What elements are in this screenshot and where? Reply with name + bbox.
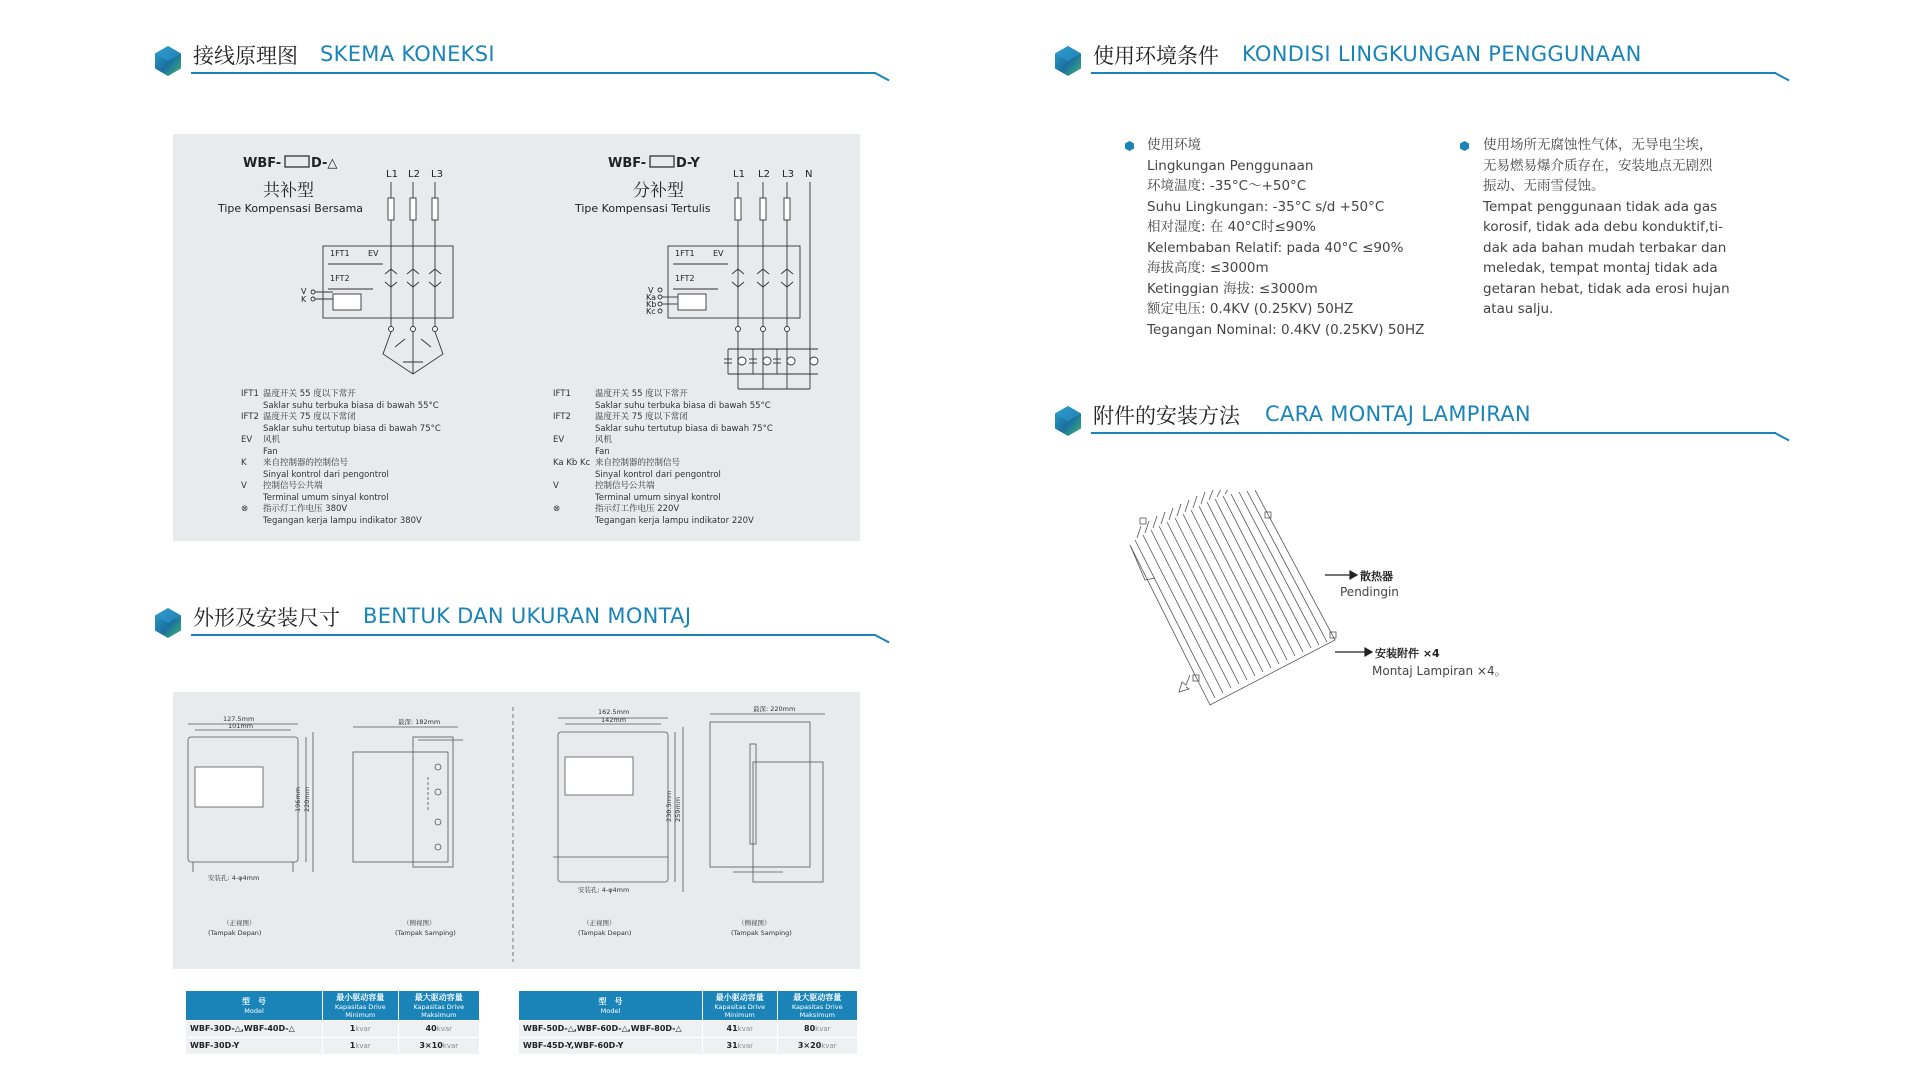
phase-label: L1 [733, 169, 745, 180]
env-col-2: 使用场所无腐蚀性气体，无导电尘埃， 无易燃易爆介质存在，安装地点无剧烈 振动、无雨雪侵蚀。 Tempat penggunaan tidak ada gas korosif, tidak ada debu konduktif,ti- dak ada bahan mudah terbakar dan meledak, tempat montaj tidak ada getaran hebat, tidak ada erosi hujan atau salju. [1483, 137, 1730, 317]
hexagon-icon [155, 608, 181, 638]
accessory-label-cn: 安装附件 ×4 [1375, 647, 1440, 660]
section-header-mount [1055, 398, 1790, 438]
view-label: (Tampak Samping) [395, 929, 456, 937]
legend-left: IFT1 温度开关 55 度以下常开 Saklar suhu terbuka biasa di bawah 55°C IFT2 温度开关 75 度以下常闭 Saklar suhu tertutup biasa di bawah 75°C EV 风机 Fan K 来自控制器的控制信号 Sinyal kontrol dari pengontrol V 控制信号公共端 Terminal umum sinyal kontrol ⊗ 指示灯工作电压 380V Tegangan kerja lampu indikator 380V [241, 389, 441, 526]
heatsink-label-cn: 散热器 [1360, 570, 1393, 583]
dim-label: 142mm [601, 716, 627, 724]
dimension-drawings [173, 692, 860, 969]
dim-label: 最深: 220mm [753, 705, 796, 713]
signal-label: K [301, 295, 307, 304]
phase-label: L2 [758, 169, 770, 180]
model-right: WBF- [608, 156, 647, 171]
switch-label: 1FT1 [330, 249, 350, 258]
model-left: WBF- [243, 156, 282, 171]
view-label: （正视图） [223, 919, 256, 927]
phase-label: L3 [782, 169, 794, 180]
type-cn-left: 共补型 [263, 181, 314, 201]
table-row: WBF-50D-△,WBF-60D-△,WBF-80D-△ 41kvar 80kvar [519, 1021, 858, 1038]
divider [191, 634, 876, 636]
dim-label: 安装孔: 4-φ4mm [208, 874, 260, 882]
env-col-1: 使用环境 Lingkungan Penggunaan 环境温度: -35°C～+50°C Suhu Lingkungan: -35°C s/d +50°C 相对湿度: 在 40°C时≤90% Kelembaban Relatif: pada 40°C ≤90% 海拔高度: ≤3000m Ketinggian 海拔: ≤3000m 额定电压: 0.4KV (0.25KV) 50HZ Tegangan Nominal: 0.4KV (0.25KV) 50HZ [1147, 137, 1425, 338]
fan-label: EV [368, 249, 379, 258]
view-label: （正视图） [583, 919, 616, 927]
hexagon-icon [155, 46, 181, 76]
dim-label: 安装孔: 4-φ4mm [578, 886, 630, 894]
table-row: WBF-45D-Y,WBF-60D-Y 31kvar 3×20kvar [519, 1038, 858, 1055]
wiring-panel [173, 134, 860, 541]
type-cn-right: 分补型 [633, 181, 684, 201]
table-row: WBF-30D-△,WBF-40D-△ 1kvar 40kvar [186, 1021, 480, 1038]
hexagon-icon [1055, 46, 1081, 76]
section-title-id: BENTUK DAN UKURAN MONTAJ [363, 604, 692, 628]
phase-label: L1 [386, 169, 398, 180]
model-right-suffix: D-Y [676, 156, 700, 171]
dim-label: 最深: 182mm [398, 718, 441, 726]
heatsink-label-id: Pendingin [1340, 585, 1399, 599]
section-title-id: CARA MONTAJ LAMPIRAN [1265, 402, 1531, 426]
model-left-suffix: D-△ [311, 156, 338, 171]
phase-label: L2 [408, 169, 420, 180]
dim-label: 196mm [294, 786, 302, 812]
switch-label: 1FT1 [675, 249, 695, 258]
spec-table-right: 型 号 Model 最小驱动容量 Kapasitas Drive Minimum 最大驱动容量 Kapasitas Drive Maksimum WBF-50D-△,WBF-60D-△,WBF-80D-△ 41kvar 80kvar WBF-45D-Y,WBF-60D-Y 31kvar 3×20kvar [518, 990, 858, 1055]
view-label: (Tampak Depan) [578, 929, 632, 937]
signal-label: V [648, 286, 654, 295]
type-id-left: Tipe Kompensasi Bersama [218, 202, 364, 215]
dim-label: 101mm [228, 722, 254, 730]
phase-label: L3 [431, 169, 443, 180]
signal-label: V [301, 287, 307, 296]
spec-table-left: 型 号 Model 最小驱动容量 Kapasitas Drive Minimum 最大驱动容量 Kapasitas Drive Maksimum WBF-30D-△,WBF-40D-△ 1kvar 40kvar WBF-30D-Y 1kvar 3×10kvar [185, 990, 480, 1055]
view-label: (Tampak Depan) [208, 929, 262, 937]
section-title-cn: 接线原理图 [193, 44, 298, 68]
view-label: （侧视图） [403, 919, 436, 927]
divider-tail [1775, 432, 1790, 441]
divider [191, 72, 876, 74]
table-row: WBF-30D-Y 1kvar 3×10kvar [186, 1038, 480, 1055]
bullet-icon [1125, 141, 1134, 151]
section-title-id: SKEMA KONEKSI [320, 42, 495, 66]
phase-label: N [805, 169, 813, 180]
dimensions-panel [173, 692, 860, 969]
heatsink-illustration [1125, 490, 1545, 720]
section-header-shape [155, 600, 890, 640]
dim-label: 220mm [303, 786, 311, 812]
switch-label: 1FT2 [675, 274, 695, 283]
hexagon-icon [1055, 406, 1081, 436]
divider-tail [875, 72, 890, 81]
divider [1091, 432, 1776, 434]
divider-tail [1775, 72, 1790, 81]
section-header-wiring [155, 38, 890, 78]
dim-label: 162.5mm [598, 708, 630, 716]
legend-right: IFT1 温度开关 55 度以下常开 Saklar suhu terbuka biasa di bawah 55°C IFT2 温度开关 75 度以下常闭 Saklar suhu tertutup biasa di bawah 75°C EV 风机 Fan Ka Kb Kc 来自控制器的控制信号 Sinyal kontrol dari pengontrol V 控制信号公共端 Terminal umum sinyal kontrol ⊗ 指示灯工作电压 220V Tegangan kerja lampu indikator 220V [553, 389, 773, 526]
dim-label: 230.5mm [665, 790, 673, 822]
section-title-cn: 外形及安装尺寸 [193, 606, 340, 630]
switch-label: 1FT2 [330, 274, 350, 283]
view-label: （侧视图） [738, 919, 771, 927]
dim-label: 127.5mm [223, 715, 255, 723]
fan-label: EV [713, 249, 724, 258]
section-title-id: KONDISI LINGKUNGAN PENGGUNAAN [1242, 42, 1642, 66]
divider-tail [875, 634, 890, 643]
bullet-icon [1460, 141, 1469, 151]
signal-label: Kb [646, 300, 657, 309]
section-header-env [1055, 38, 1790, 78]
view-label: (Tampak Samping) [731, 929, 792, 937]
section-title-cn: 附件的安装方法 [1093, 404, 1240, 428]
divider [1091, 72, 1776, 74]
signal-label: Ka [646, 293, 657, 302]
type-id-right: Tipe Kompensasi Tertulis [575, 202, 711, 215]
signal-label: Kc [646, 307, 656, 316]
dim-label: 259mm [674, 796, 682, 822]
section-title-cn: 使用环境条件 [1093, 44, 1219, 68]
accessory-label-id: Montaj Lampiran ×4。 [1372, 664, 1507, 678]
